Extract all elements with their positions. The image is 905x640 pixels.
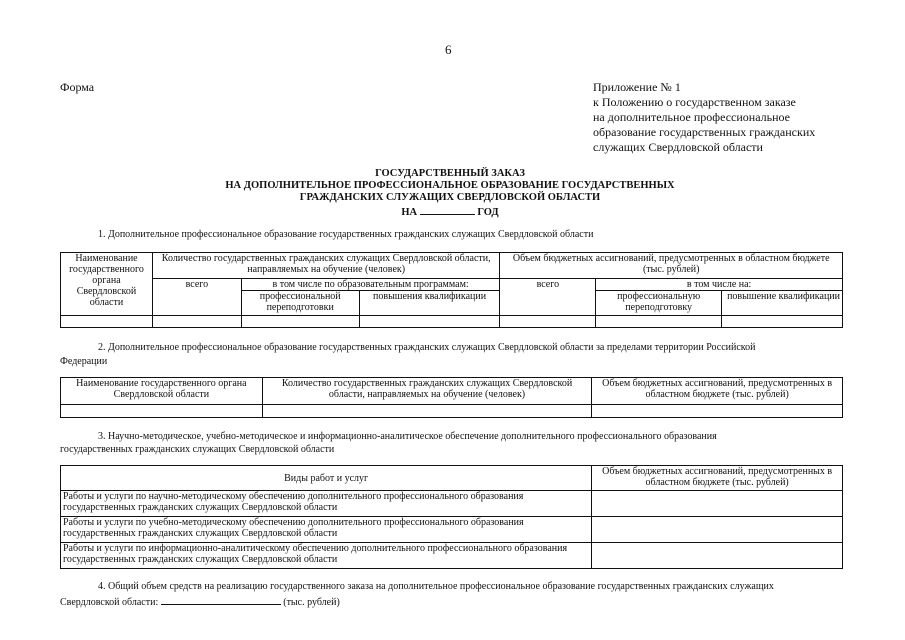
col-budget-header: Объем бюджетных ассигнований, предусмотренных в областном бюджете (тыс. рублей) (592, 378, 843, 405)
section1-table (60, 252, 843, 328)
appendix-line: Приложение № 1 (593, 80, 681, 94)
section3-heading-line2: государственных гражданских служащих Свердловской области (60, 444, 335, 455)
document-title (150, 168, 750, 219)
empty-cell[interactable] (722, 316, 843, 328)
year-blank[interactable] (420, 204, 475, 215)
qualification-header: повышения квалификации (359, 291, 500, 316)
title-line: НА ДОПОЛНИТЕЛЬНОЕ ПРОФЕССИОНАЛЬНОЕ ОБРАЗОВАНИЕ ГОСУДАРСТВЕННЫХ (225, 180, 675, 191)
col-budget-header: Объем бюджетных ассигнований, предусмотренных в областном бюджете (тыс. рублей) (500, 253, 843, 279)
section4-suffix: (тыс. рублей) (283, 597, 340, 608)
empty-cell[interactable] (592, 543, 843, 569)
page-number: 6 (445, 42, 452, 57)
title-year-line (150, 204, 750, 219)
table-row (61, 543, 843, 569)
works-row-label: Работы и услуги по информационно-аналитическому обеспечению дополнительного профессионального образования государственных гражданских служащих Свердловской области (61, 543, 592, 569)
section1-heading: 1. Дополнительное профессиональное образование государственных гражданских служащих Свердловской области (98, 229, 594, 240)
appendix-line: на дополнительное профессиональное (593, 110, 790, 124)
section4-prefix: Свердловской области: (60, 597, 159, 608)
empty-cell[interactable] (262, 405, 592, 418)
appendix-line: образование государственных гражданских (593, 125, 816, 139)
total-budget-header: всего (500, 279, 596, 316)
works-row-label: Работы и услуги по научно-методическому обеспечению дополнительного профессионального образования государственных гражданских служащих Свердловской области (61, 491, 592, 517)
empty-cell[interactable] (359, 316, 500, 328)
retraining-budget-header: профессиональную переподготовку (596, 291, 722, 316)
appendix-line: служащих Свердловской области (593, 140, 763, 154)
col-works-header: Виды работ и услуг (61, 466, 592, 491)
section2-heading-line2: Федерации (60, 356, 108, 367)
appendix-line: к Положению о государственном заказе (593, 95, 796, 109)
year-prefix: НА (401, 207, 418, 218)
table-row (61, 405, 843, 418)
empty-cell[interactable] (592, 517, 843, 543)
title-line: ГОСУДАРСТВЕННЫЙ ЗАКАЗ (375, 168, 525, 179)
title-line: ГРАЖДАНСКИХ СЛУЖАЩИХ СВЕРДЛОВСКОЙ ОБЛАСТИ (299, 192, 601, 203)
incl-programs-header: в том числе по образовательным программам: (241, 279, 500, 291)
table-row (61, 517, 843, 543)
section3-table (60, 465, 843, 569)
section4-line1: 4. Общий объем средств на реализацию государственного заказа на дополнительное профессиональное образование государственных гражданских служащих (98, 581, 774, 592)
section3-heading-line1: 3. Научно-методическое, учебно-методическое и информационно-аналитическое обеспечение дополнительного профессионального образования (98, 431, 717, 442)
qualification-budget-header: повышение квалификации (722, 291, 843, 316)
section2-table (60, 377, 843, 418)
total-header: всего (152, 279, 241, 316)
year-suffix: ГОД (477, 207, 499, 218)
empty-cell[interactable] (500, 316, 596, 328)
retraining-header: профессиональной переподготовки (241, 291, 359, 316)
works-row-label: Работы и услуги по учебно-методическому обеспечению дополнительного профессионального образования государственных гражданских служащих Свердловской области (61, 517, 592, 543)
table-row (61, 491, 843, 517)
col-budget-header: Объем бюджетных ассигнований, предусмотренных в областном бюджете (тыс. рублей) (592, 466, 843, 491)
incl-header: в том числе на: (596, 279, 843, 291)
col-count-header: Количество государственных гражданских служащих Свердловской области, направляемых на обучение (человек) (152, 253, 499, 279)
section4-line2 (60, 594, 340, 610)
empty-cell[interactable] (596, 316, 722, 328)
table-row (61, 316, 843, 328)
col-org-header: Наименование государственного органа Свердловской области (61, 253, 153, 316)
empty-cell[interactable] (592, 491, 843, 517)
col-count-header: Количество государственных гражданских служащих Свердловской области, направляемых на обучение (человек) (262, 378, 592, 405)
empty-cell[interactable] (592, 405, 843, 418)
section2-heading-line1: 2. Дополнительное профессиональное образование государственных гражданских служащих Свердловской области за пределами территории Российской (98, 342, 756, 353)
empty-cell[interactable] (61, 316, 153, 328)
amount-blank[interactable] (161, 594, 281, 605)
empty-cell[interactable] (61, 405, 263, 418)
empty-cell[interactable] (152, 316, 241, 328)
form-label: Форма (60, 80, 95, 94)
col-org-header: Наименование государственного органа Свердловской области (61, 378, 263, 405)
appendix-block (593, 80, 815, 155)
empty-cell[interactable] (241, 316, 359, 328)
